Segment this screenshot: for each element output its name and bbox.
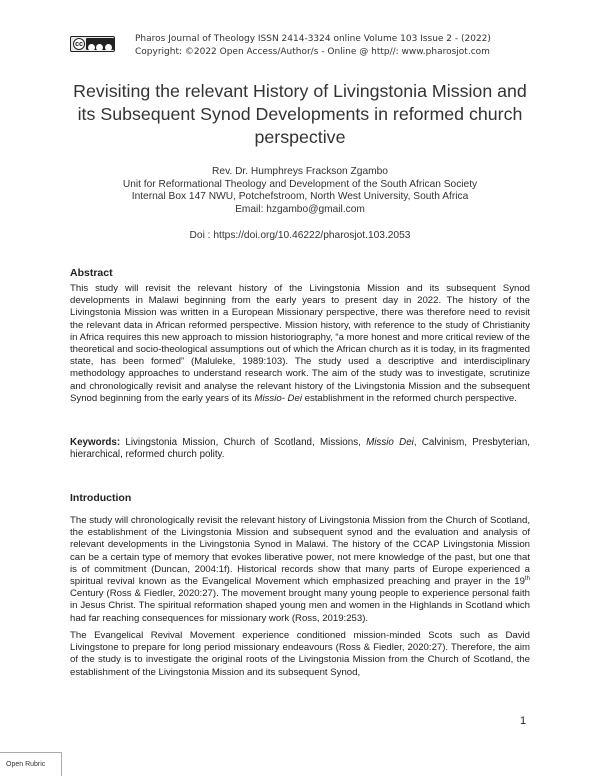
- introduction-heading: Introduction: [70, 492, 132, 504]
- journal-line-1: Pharos Journal of Theology ISSN 2414-3324 online Volume 103 Issue 2 - (2022): [135, 34, 491, 44]
- page-number: 1: [520, 715, 527, 727]
- creative-commons-license-icon: cc: [70, 36, 115, 52]
- journal-info: [135, 33, 491, 59]
- doi-link[interactable]: Doi : https://doi.org/10.46222/pharosjot.103.2053: [189, 230, 411, 241]
- author-address: Internal Box 147 NWU, Potchefstroom, North West University, South Africa: [131, 191, 469, 202]
- title-line-3: perspective: [254, 127, 346, 147]
- title-line-1: Revisiting the relevant History of Livingstonia Mission and: [73, 81, 527, 101]
- abstract-heading: Abstract: [70, 267, 113, 279]
- keywords-label: Keywords:: [70, 437, 121, 448]
- journal-line-2: Copyright: ©2022 Open Access/Author/s - Online @ http//: www.pharosjot.com: [135, 47, 490, 57]
- paper-title: [60, 80, 540, 149]
- journal-header: [70, 33, 540, 63]
- author-email: Email: hzgambo@gmail.com: [235, 203, 365, 215]
- title-line-2: its Subsequent Synod Developments in reformed church: [77, 104, 523, 124]
- introduction-paragraph-1: The study will chronologically revisit the relevant history of Livingstonia Mission from the Church of Scotland, the establishment of the Livingstonia Mission and subsequent synod and the evaluation and analysis of relevant developments in the Livingstonia Synod in Malawi. The history of the CCAP Livingstonia Mission can be a certain type of memory that evokes liberative power, not mere knowledge of the past, but one that is of commitment (Duncan, 2004:1f). Historical records show that many parts of Europe experienced a spiritual revival known as the Evangelical Movement which emphasized preaching and prayer in the 19th Century (Ross & Fiedler, 2020:27). The movement brought many young people to experience personal faith in Jesus Christ. The spiritual reformation shaped young men and women in the Highlands in Scotland which had far reaching consequences for missionary work (Ross, 2019:253).: [70, 515, 530, 624]
- author-affiliation: Unit for Reformational Theology and Development of the South African Society: [122, 178, 478, 190]
- keywords: Keywords: Livingstonia Mission, Church of Scotland, Missions, Missio Dei, Calvinism, Presbyterian, hierarchical, reformed church polity.: [70, 437, 530, 461]
- author-name: Rev. Dr. Humphreys Frackson Zgambo: [212, 166, 388, 177]
- open-rubric-label: Open Rubric: [0, 752, 62, 776]
- introduction-paragraph-2: The Evangelical Revival Movement experience conditioned mission-minded Scots such as David Livingstone to prepare for long period missionary endeavours (Ross & Fiedler, 2020:27). Therefore, the aim of the study is to investigate the original roots of the Livingstonia Mission from the Church of Scotland, the establishment of the Livingstonia Mission and its subsequent Synod,: [70, 630, 530, 678]
- abstract-text: This study will revisit the relevant history of the Livingstonia Mission and its subsequent Synod developments in Malawi beginning from the early years to present day in 2022. The history of the Livingstonia Mission was written in a European Missionary perspective, there was therefore need to revisit the relevant data in African reformed perspective. Mission history, with reference to the study of Christianity in Africa requires this new approach to mission historiography, “a more honest and more critical review of the theoretical and socio-theological assumptions out of which the African church as it is today, in its fragmented state, has been formed” (Maluleke, 1989:103). The study used a descriptive and interdisciplinary methodology approaches to understand research work. The aim of the study was to investigate, scrutinize and chronologically revisit and analyse the relevant history of the Livingstonia Mission and the subsequent Synod beginning from the early years of its Missio- Dei establishment in the reformed church perspective.: [70, 283, 531, 404]
- author-block: [70, 166, 530, 216]
